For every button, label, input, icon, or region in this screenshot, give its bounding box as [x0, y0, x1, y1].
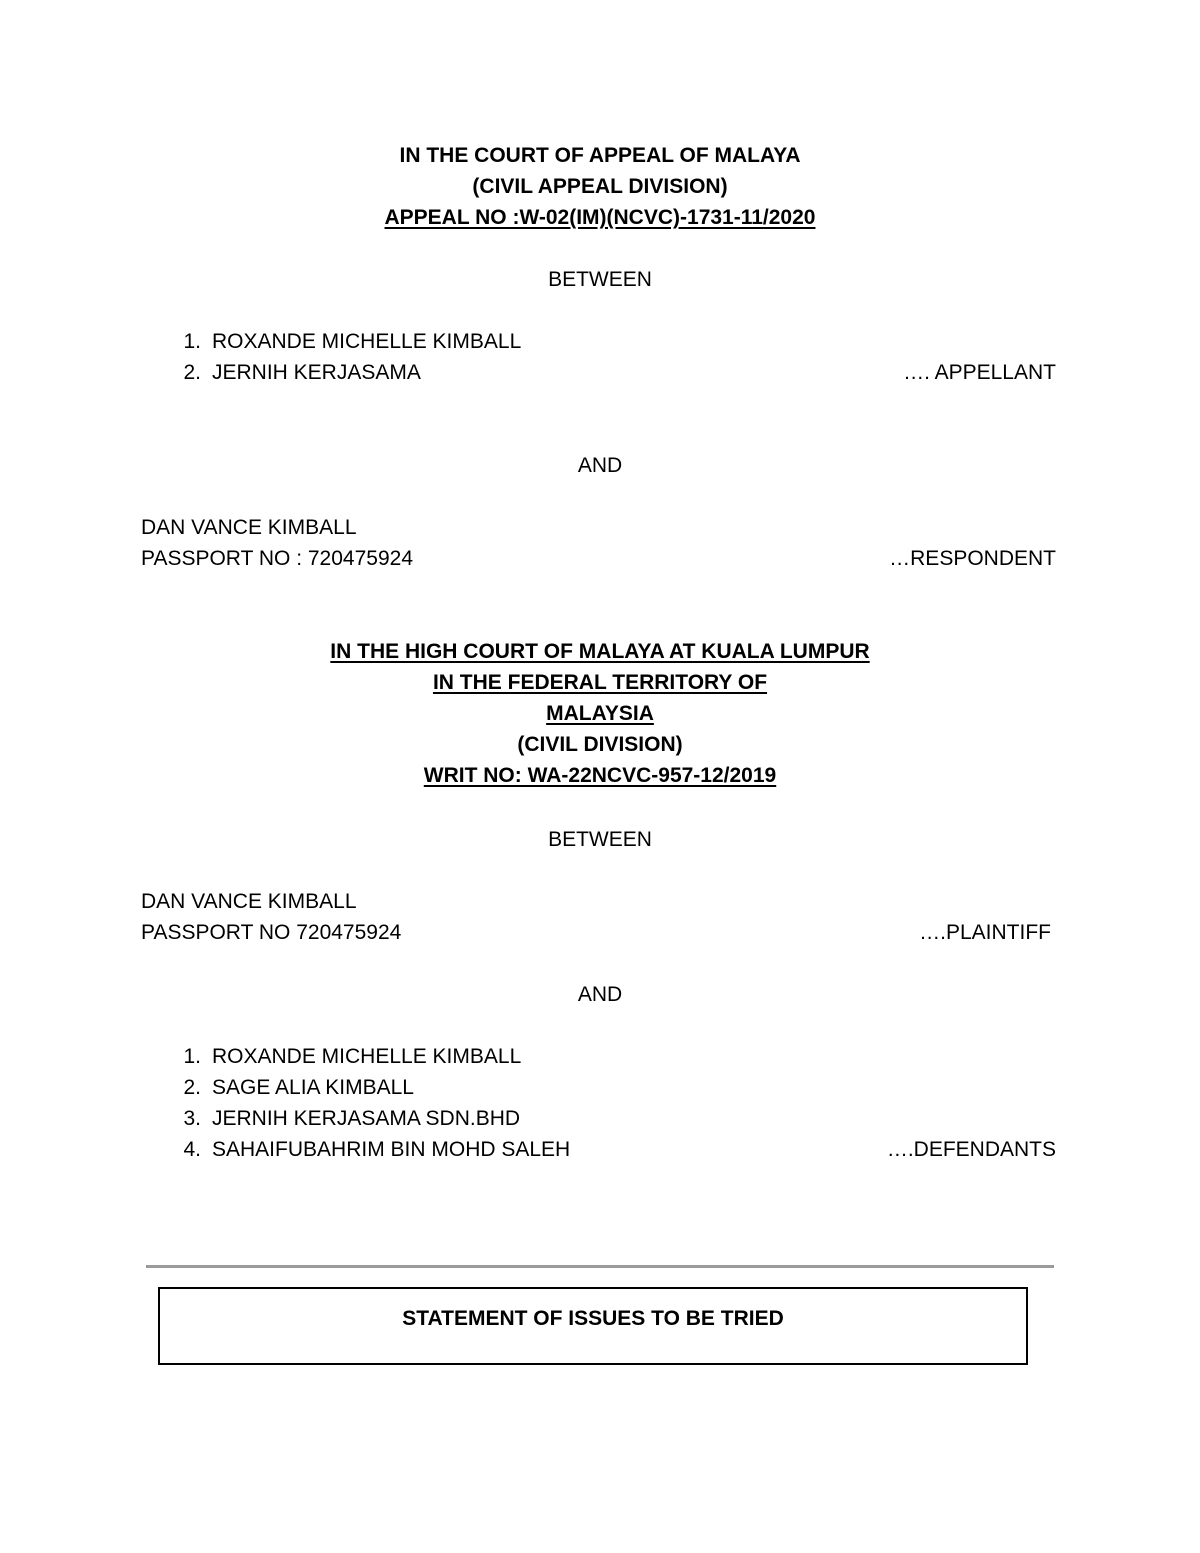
horizontal-divider [146, 1265, 1054, 1268]
high-court-and: AND [577, 983, 623, 1006]
high-court-title-line1 [0, 636, 1200, 667]
defendant-1-name: ROXANDE MICHELLE KIMBALL [212, 1045, 522, 1068]
appellant-2-number: 2. [183, 361, 201, 384]
document-title-box [158, 1287, 1028, 1365]
appellant-2-name: JERNIH KERJASAMA [212, 361, 421, 384]
plaintiff-role: ….PLAINTIFF [919, 921, 1051, 944]
defendant-3-name: JERNIH KERJASAMA SDN.BHD [212, 1107, 521, 1130]
high-court-title-line3 [0, 698, 1200, 729]
document-title: STATEMENT OF ISSUES TO BE TRIED [402, 1307, 784, 1330]
high-court-title-line3-text: MALAYSIA [546, 702, 654, 725]
defendant-2-name: SAGE ALIA KIMBALL [212, 1076, 414, 1099]
defendant-role: ….DEFENDANTS [886, 1138, 1056, 1161]
appeal-and: AND [577, 454, 623, 477]
defendant-3-number: 3. [183, 1107, 201, 1130]
high-court-title-line2 [0, 667, 1200, 698]
appeal-number-text: APPEAL NO :W-02(IM)(NCVC)-1731-11/2020 [384, 206, 816, 229]
high-court-between: BETWEEN [548, 828, 652, 851]
defendant-1-number: 1. [183, 1045, 201, 1068]
appeal-division: (CIVIL APPEAL DIVISION) [472, 175, 728, 198]
high-court-title-line1-text: IN THE HIGH COURT OF MALAYA AT KUALA LUMPUR [330, 640, 870, 663]
plaintiff-name: DAN VANCE KIMBALL [141, 890, 357, 913]
defendant-4-name: SAHAIFUBAHRIM BIN MOHD SALEH [212, 1138, 571, 1161]
defendant-2-number: 2. [183, 1076, 201, 1099]
appeal-number [0, 202, 1200, 233]
respondent-role: …RESPONDENT [889, 547, 1056, 570]
appellant-1-number: 1. [183, 330, 201, 353]
writ-number [0, 760, 1200, 791]
high-court-division: (CIVIL DIVISION) [517, 733, 683, 756]
appeal-court-title: IN THE COURT OF APPEAL OF MALAYA [399, 144, 801, 167]
appeal-between: BETWEEN [548, 268, 652, 291]
writ-number-text: WRIT NO: WA-22NCVC-957-12/2019 [423, 764, 777, 787]
high-court-title-line2-text: IN THE FEDERAL TERRITORY OF [432, 671, 768, 694]
appellant-1-name: ROXANDE MICHELLE KIMBALL [212, 330, 522, 353]
respondent-name: DAN VANCE KIMBALL [141, 516, 357, 539]
appellant-role: …. APPELLANT [903, 361, 1056, 384]
respondent-passport: PASSPORT NO : 720475924 [141, 547, 413, 570]
defendant-4-number: 4. [183, 1138, 201, 1161]
plaintiff-passport: PASSPORT NO 720475924 [141, 921, 402, 944]
